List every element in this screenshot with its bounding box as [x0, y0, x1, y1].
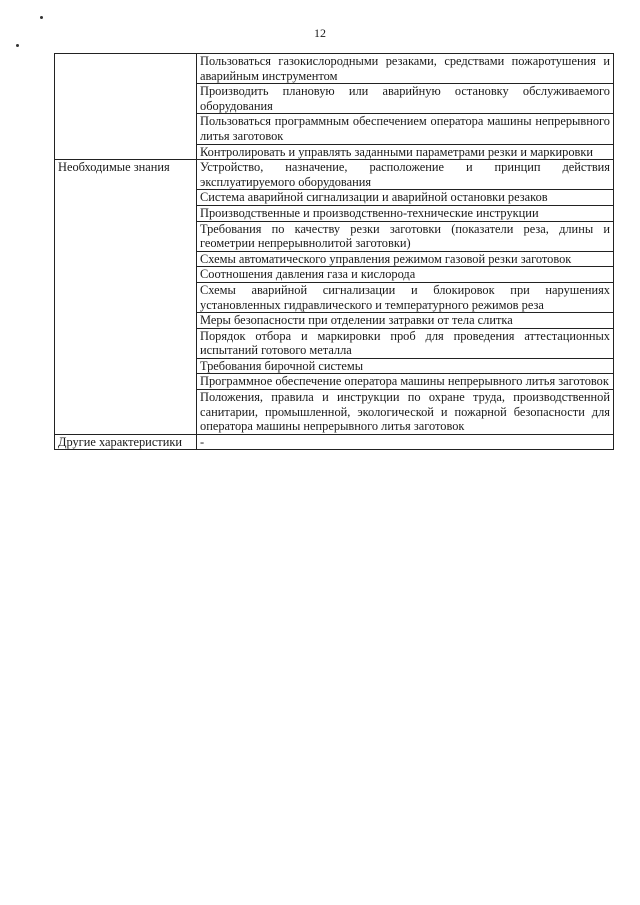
knowledge-item: Соотношения давления газа и кислорода	[197, 267, 614, 283]
table-row	[55, 54, 614, 84]
table-row	[55, 434, 614, 450]
knowledge-item: Порядок отбора и маркировки проб для проведения аттестационных испытаний готового металла	[197, 328, 614, 358]
knowledge-item: Устройство, назначение, расположение и принцип действия эксплуатируемого оборудования	[197, 160, 614, 190]
skill-item: Контролировать и управлять заданными параметрами резки и маркировки	[197, 144, 614, 160]
skills-label-cell	[55, 54, 197, 160]
knowledge-item: Требования по качеству резки заготовки (показатели реза, длины и геометрии непрерывнолитой заготовки)	[197, 221, 614, 251]
knowledge-item: Система аварийной сигнализации и аварийной остановки резаков	[197, 190, 614, 206]
other-label-cell: Другие характеристики	[55, 434, 197, 450]
skill-item: Пользоваться программным обеспечением оператора машины непрерывного литья заготовок	[197, 114, 614, 144]
knowledge-item: Программное обеспечение оператора машины непрерывного литья заготовок	[197, 374, 614, 390]
skill-item: Производить плановую или аварийную остановку обслуживаемого оборудования	[197, 84, 614, 114]
knowledge-item: Схемы автоматического управления режимом газовой резки заготовок	[197, 251, 614, 267]
scan-speck-left	[16, 44, 19, 47]
other-value-cell: -	[197, 434, 614, 450]
skill-item: Пользоваться газокислородными резаками, средствами пожаротушения и аварийным инструментом	[197, 54, 614, 84]
knowledge-item: Схемы аварийной сигнализации и блокировок при нарушениях установленных гидравлического и температурного режимов реза	[197, 282, 614, 312]
knowledge-label-cell: Необходимые знания	[55, 160, 197, 435]
knowledge-item: Меры безопасности при отделении затравки от тела слитка	[197, 313, 614, 329]
knowledge-item: Положения, правила и инструкции по охране труда, производственной санитарии, промышленной, экологической и пожарной безопасности для оператора машины непрерывного литья заготовок	[197, 390, 614, 435]
knowledge-item: Производственные и производственно-технические инструкции	[197, 205, 614, 221]
page-number: 12	[314, 26, 326, 40]
scan-speck-top	[40, 16, 43, 19]
knowledge-item: Требования бирочной системы	[197, 358, 614, 374]
qualification-table	[54, 53, 614, 450]
table-row	[55, 160, 614, 190]
